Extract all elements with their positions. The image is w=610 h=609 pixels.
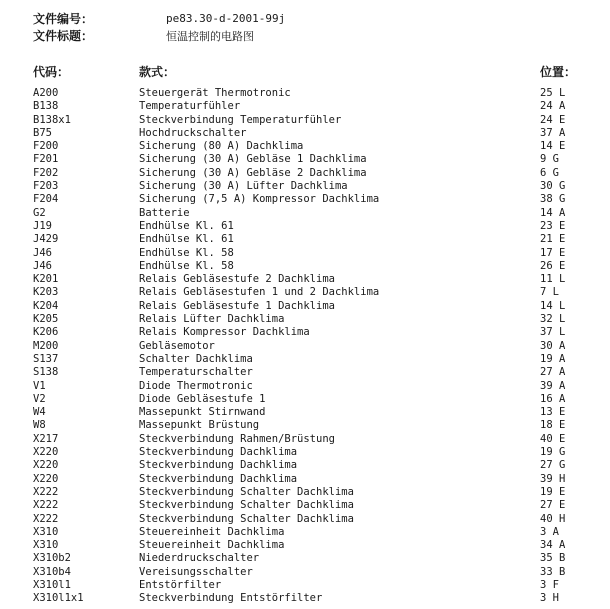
component-position: 24 A <box>540 100 566 113</box>
component-code: F200 <box>33 140 59 153</box>
component-position: 39 H <box>540 472 566 485</box>
component-description: Steuergerät Thermotronic <box>139 87 291 99</box>
component-code: K205 <box>33 313 59 326</box>
component-code: J429 <box>33 233 59 246</box>
component-position: 23 E <box>540 219 566 232</box>
component-description: Diode Thermotronic <box>139 379 253 392</box>
component-position: 17 E <box>540 246 566 259</box>
component-position: 19 A <box>540 352 566 365</box>
doc-number-label: 文件编号： <box>33 12 94 26</box>
component-code: X222 <box>33 512 59 525</box>
table-row <box>0 167 610 180</box>
component-position: 34 A <box>540 539 566 552</box>
table-row <box>0 579 610 592</box>
component-code: M200 <box>33 339 59 352</box>
table-row <box>0 233 610 246</box>
component-code: X310l1 <box>33 578 71 591</box>
table-row <box>0 87 610 100</box>
component-description: Steckverbindung Schalter Dachklima <box>139 485 354 498</box>
column-header-model: 款式： <box>139 65 176 79</box>
component-position: 19 E <box>540 485 566 498</box>
component-code: B75 <box>33 126 52 139</box>
component-code: K201 <box>33 273 59 286</box>
component-position: 7 L <box>540 286 559 299</box>
table-row <box>0 566 610 579</box>
component-description: Endhülse Kl. 61 <box>139 233 234 246</box>
component-list <box>0 87 610 606</box>
component-description: Sicherung (30 A) Lüfter Dachklima <box>139 180 348 193</box>
component-description: Steckverbindung Entstörfilter <box>139 592 323 605</box>
component-position: 27 E <box>540 499 566 512</box>
table-row <box>0 592 610 605</box>
component-description: Endhülse Kl. 58 <box>139 259 234 272</box>
table-row <box>0 247 610 260</box>
component-code: X310b4 <box>33 565 71 578</box>
table-row <box>0 100 610 113</box>
component-description: Steuereinheit Dachklima <box>139 539 285 552</box>
component-code: K204 <box>33 299 59 312</box>
doc-title-label: 文件标题： <box>33 29 94 43</box>
component-position: 39 A <box>540 379 566 392</box>
component-description: Sicherung (7,5 A) Kompressor Dachklima <box>139 193 380 206</box>
component-position: 30 A <box>540 339 566 352</box>
component-position: 14 A <box>540 206 566 219</box>
table-row <box>0 499 610 512</box>
table-row <box>0 459 610 472</box>
component-position: 24 E <box>540 113 566 126</box>
component-position: 26 E <box>540 259 566 272</box>
column-header-position: 位置： <box>540 65 577 79</box>
doc-number-value: pe83.30-d-2001-99j <box>166 12 286 25</box>
component-code: K206 <box>33 326 59 339</box>
table-row <box>0 273 610 286</box>
component-position: 27 G <box>540 459 566 472</box>
component-position: 21 E <box>540 233 566 246</box>
component-position: 6 G <box>540 166 559 179</box>
component-code: X310 <box>33 539 59 552</box>
component-code: F203 <box>33 180 59 193</box>
component-code: X220 <box>33 472 59 485</box>
table-row <box>0 419 610 432</box>
component-position: 9 G <box>540 153 559 166</box>
component-code: X222 <box>33 499 59 512</box>
component-description: Massepunkt Stirnwand <box>139 406 266 419</box>
table-row <box>0 486 610 499</box>
component-description: Temperaturfühler <box>139 100 241 113</box>
component-description: Diode Gebläsestufe 1 <box>139 392 266 405</box>
component-code: S138 <box>33 366 59 379</box>
table-row <box>0 340 610 353</box>
table-row <box>0 393 610 406</box>
component-code: J46 <box>33 246 52 259</box>
component-code: B138 <box>33 100 59 113</box>
component-position: 11 L <box>540 273 566 286</box>
component-description: Steckverbindung Dachklima <box>139 459 298 472</box>
component-position: 37 L <box>540 326 566 339</box>
component-description: Steuereinheit Dachklima <box>139 525 285 538</box>
component-description: Endhülse Kl. 61 <box>139 219 234 232</box>
component-description: Relais Lüfter Dachklima <box>139 313 285 326</box>
table-row <box>0 140 610 153</box>
table-row <box>0 406 610 419</box>
component-description: Niederdruckschalter <box>139 552 260 565</box>
component-position: 14 E <box>540 140 566 153</box>
component-description: Steckverbindung Schalter Dachklima <box>139 499 354 512</box>
component-description: Relais Gebläsestufen 1 und 2 Dachklima <box>139 286 380 299</box>
component-description: Vereisungsschalter <box>139 565 253 578</box>
table-row <box>0 300 610 313</box>
component-description: Temperaturschalter <box>139 366 253 379</box>
component-description: Schalter Dachklima <box>139 352 253 365</box>
component-position: 3 H <box>540 592 559 605</box>
component-description: Relais Kompressor Dachklima <box>139 326 310 339</box>
component-code: W8 <box>33 419 46 432</box>
component-position: 18 E <box>540 419 566 432</box>
table-row <box>0 380 610 393</box>
component-code: X222 <box>33 485 59 498</box>
component-description: Batterie <box>139 206 190 219</box>
component-code: K203 <box>33 286 59 299</box>
table-row <box>0 286 610 299</box>
component-description: Entstörfilter <box>139 578 222 591</box>
component-position: 27 A <box>540 366 566 379</box>
component-code: F204 <box>33 193 59 206</box>
component-position: 35 B <box>540 552 566 565</box>
table-row <box>0 260 610 273</box>
component-description: Hochdruckschalter <box>139 126 247 139</box>
component-description: Steckverbindung Temperaturfühler <box>139 113 342 126</box>
component-position: 40 H <box>540 512 566 525</box>
component-position: 37 A <box>540 126 566 139</box>
component-code: X220 <box>33 446 59 459</box>
component-code: J19 <box>33 219 52 232</box>
component-position: 13 E <box>540 406 566 419</box>
component-code: V2 <box>33 392 46 405</box>
component-code: F202 <box>33 166 59 179</box>
component-code: J46 <box>33 259 52 272</box>
table-row <box>0 313 610 326</box>
table-row <box>0 433 610 446</box>
component-code: X220 <box>33 459 59 472</box>
component-position: 14 L <box>540 299 566 312</box>
component-description: Gebläsemotor <box>139 339 215 352</box>
component-code: F201 <box>33 153 59 166</box>
component-code: G2 <box>33 206 46 219</box>
component-description: Relais Gebläsestufe 2 Dachklima <box>139 273 335 286</box>
component-position: 25 L <box>540 87 566 99</box>
table-row <box>0 220 610 233</box>
table-row <box>0 366 610 379</box>
table-row <box>0 446 610 459</box>
table-row <box>0 552 610 565</box>
component-code: X310 <box>33 525 59 538</box>
component-description: Endhülse Kl. 58 <box>139 246 234 259</box>
component-description: Relais Gebläsestufe 1 Dachklima <box>139 299 335 312</box>
component-position: 19 G <box>540 446 566 459</box>
column-header-code: 代码： <box>33 65 70 79</box>
table-row <box>0 539 610 552</box>
component-code: A200 <box>33 87 59 99</box>
component-code: X310b2 <box>33 552 71 565</box>
component-description: Massepunkt Brüstung <box>139 419 260 432</box>
component-position: 3 A <box>540 525 559 538</box>
component-code: V1 <box>33 379 46 392</box>
table-row <box>0 513 610 526</box>
component-description: Steckverbindung Schalter Dachklima <box>139 512 354 525</box>
component-code: B138x1 <box>33 113 71 126</box>
component-code: X217 <box>33 432 59 445</box>
table-row <box>0 326 610 339</box>
table-row <box>0 207 610 220</box>
component-description: Sicherung (30 A) Gebläse 2 Dachklima <box>139 166 367 179</box>
component-position: 30 G <box>540 180 566 193</box>
component-position: 16 A <box>540 392 566 405</box>
table-row <box>0 473 610 486</box>
table-row <box>0 180 610 193</box>
component-position: 32 L <box>540 313 566 326</box>
component-position: 38 G <box>540 193 566 206</box>
component-code: S137 <box>33 352 59 365</box>
table-row <box>0 526 610 539</box>
table-row <box>0 353 610 366</box>
component-position: 40 E <box>540 432 566 445</box>
table-row <box>0 193 610 206</box>
doc-title-value: 恒温控制的电路图 <box>166 30 254 43</box>
component-code: X310l1x1 <box>33 592 84 605</box>
table-row <box>0 114 610 127</box>
table-row <box>0 153 610 166</box>
component-description: Sicherung (80 A) Dachklima <box>139 140 304 153</box>
component-description: Steckverbindung Rahmen/Brüstung <box>139 432 335 445</box>
component-description: Steckverbindung Dachklima <box>139 446 298 459</box>
component-position: 33 B <box>540 565 566 578</box>
component-code: W4 <box>33 406 46 419</box>
component-position: 3 F <box>540 578 559 591</box>
table-row <box>0 127 610 140</box>
component-description: Sicherung (30 A) Gebläse 1 Dachklima <box>139 153 367 166</box>
component-description: Steckverbindung Dachklima <box>139 472 298 485</box>
